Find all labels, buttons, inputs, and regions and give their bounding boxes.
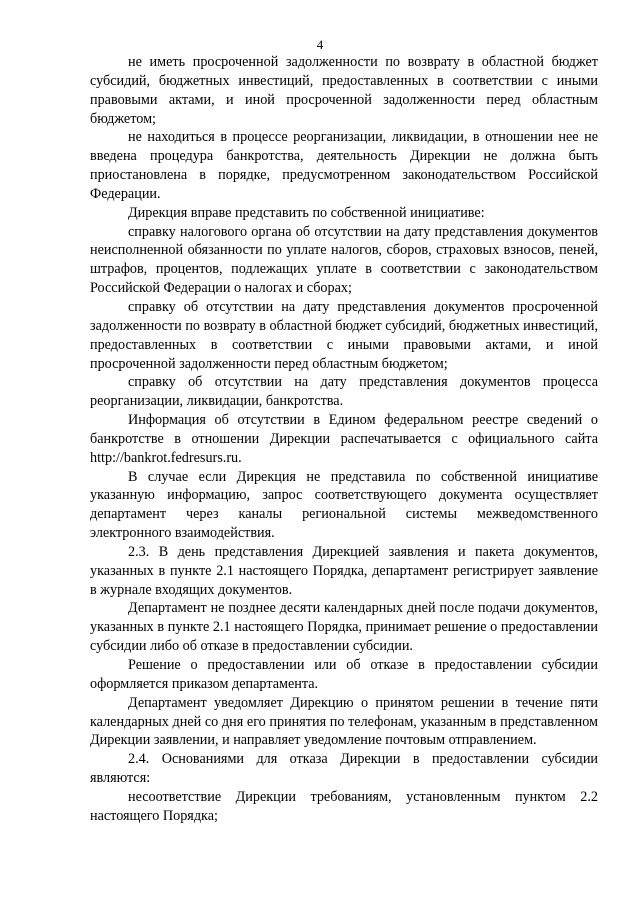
page-number: 4: [316, 37, 324, 52]
paragraph: 2.4. Основаниями для отказа Дирекции в предоставлении субсидии являются:: [90, 751, 598, 787]
paragraph: Департамент уведомляет Дирекцию о принятом решении в течение пяти календарных дней со дня его принятия по телефонам, указанным в представленном Дирекции заявлении, и направляет уведомление почтовым отправлением.: [90, 694, 598, 749]
paragraph: 2.3. В день представления Дирекцией заявления и пакета документов, указанных в пункте 2.1 настоящего Порядка, департамент регистрирует заявление в журнале входящих документов.: [90, 543, 598, 598]
paragraph: справку налогового органа об отсутствии на дату представления документов неисполненной обязанности по уплате налогов, сборов, страховых взносов, пеней, штрафов, процентов, подлежащих уплате в соответствии с законодательством Российской Федерации о налогах и сборах;: [90, 223, 598, 297]
paragraph: не находиться в процессе реорганизации, ликвидации, в отношении нее не введена процедура банкротства, деятельность Дирекции не должна быть приостановлена в порядке, предусмотренном законодательством Российской Федерации.: [90, 129, 598, 202]
paragraph: Департамент не позднее десяти календарных дней после подачи документов, указанных в пункте 2.1 настоящего Порядка, принимает решение о предоставлении субсидии либо об отказе в предоставлении субсидии.: [90, 600, 598, 655]
document-body: [90, 53, 598, 826]
paragraph: В случае если Дирекция не представила по собственной инициативе указанную информацию, запрос соответствующего документа осуществляет департамент через каналы региональной системы межведомственного электронного взаимодействия.: [90, 468, 598, 542]
paragraph: несоответствие Дирекции требованиям, установленным пунктом 2.2 настоящего Порядка;: [90, 788, 598, 824]
paragraph: справку об отсутствии на дату представления документов просроченной задолженности по возврату в областной бюджет субсидий, бюджетных инвестиций, предоставленных в соответствии с иными правовыми актами, и иной просроченной задолженности перед областным бюджетом;: [90, 298, 598, 372]
paragraph: Информация об отсутствии в Едином федеральном реестре сведений о банкротстве в отношении Дирекции распечатывается с официального сайта http://bankrot.fedresurs.ru.: [90, 412, 598, 466]
paragraph: не иметь просроченной задолженности по возврату в областной бюджет субсидий, бюджетных инвестиций, предоставленных в соответствии с иными правовыми актами, и иной просроченной задолженности перед областным бюджетом;: [90, 54, 598, 127]
paragraph: Дирекция вправе представить по собственной инициативе:: [128, 204, 485, 221]
paragraph: справку об отсутствии на дату представления документов процесса реорганизации, ликвидации, банкротства.: [90, 374, 598, 410]
paragraph: Решение о предоставлении или об отказе в предоставлении субсидии оформляется приказом департамента.: [90, 657, 598, 692]
